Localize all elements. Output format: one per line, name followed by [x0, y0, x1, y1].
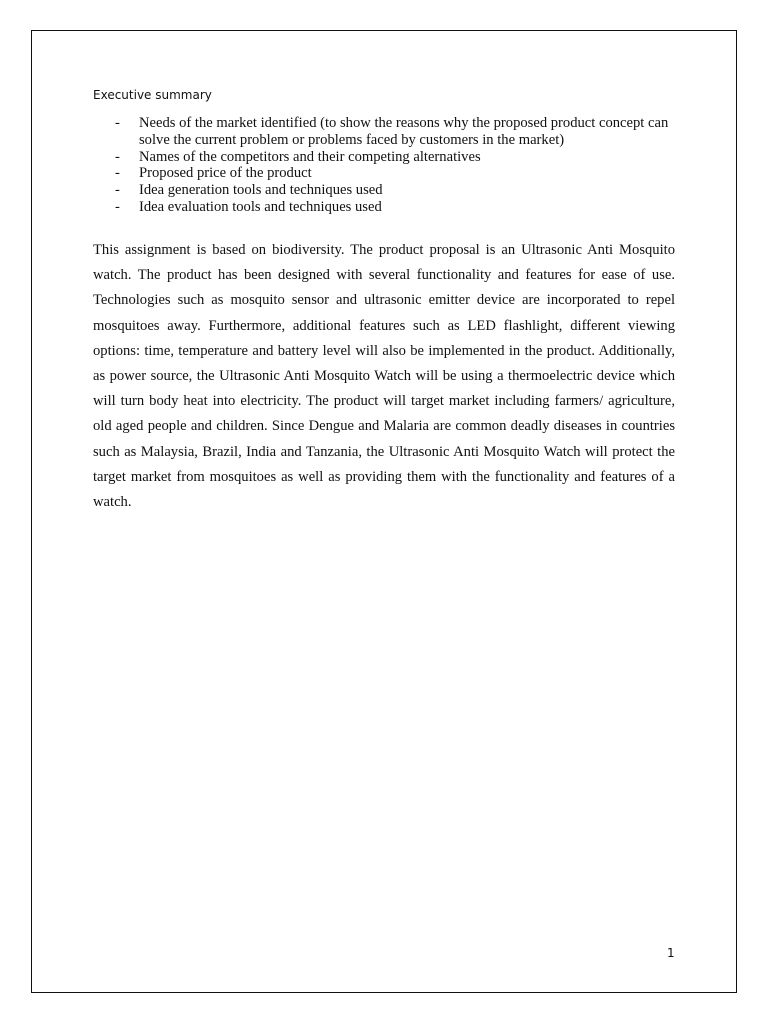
- list-item: [93, 182, 678, 199]
- bullet-dash: -: [115, 165, 120, 182]
- page-number: 1: [667, 946, 675, 960]
- bullet-dash: -: [115, 148, 120, 165]
- summary-paragraph: This assignment is based on biodiversity. The product proposal is an Ultrasonic Anti Mosquito watch. The product has been designed with several functionality and features for ease of use. Technologies such as mosquito sensor and ultrasonic emitter device are incorporated to repel mosquitoes away. Furthermore, additional features such as LED flashlight, different viewing options: time, temperature and battery level will also be implemented in the product. Additionally, as power source, the Ultrasonic Anti Mosquito Watch will be using a thermoelectric device which will turn body heat into electricity. The product will target market including farmers/ agriculture, old aged people and children. Since Dengue and Malaria are common deadly diseases in countries such as Malaysia, Brazil, India and Tanzania, the Ultrasonic Anti Mosquito Watch will protect the target market from mosquitoes as well as providing them with the functionality and features of a watch.: [93, 242, 675, 511]
- list-item-text: Proposed price of the product: [139, 165, 312, 182]
- bullet-dash: -: [115, 182, 120, 199]
- list-item-text: Names of the competitors and their competing alternatives: [139, 148, 481, 165]
- list-item-text: Needs of the market identified (to show the reasons why the proposed product concept can solve the current problem or problems faced by customers in the market): [139, 115, 669, 148]
- list-item: [93, 199, 678, 216]
- list-item: [93, 149, 678, 166]
- bullet-dash: -: [115, 115, 120, 131]
- list-item-text: Idea evaluation tools and techniques used: [139, 198, 382, 215]
- section-heading: Executive summary: [93, 88, 212, 102]
- list-item-text: Idea generation tools and techniques used: [139, 182, 383, 199]
- requirements-list: [93, 115, 678, 216]
- list-item: [93, 165, 678, 182]
- list-item: [93, 115, 678, 149]
- bullet-dash: -: [115, 198, 120, 215]
